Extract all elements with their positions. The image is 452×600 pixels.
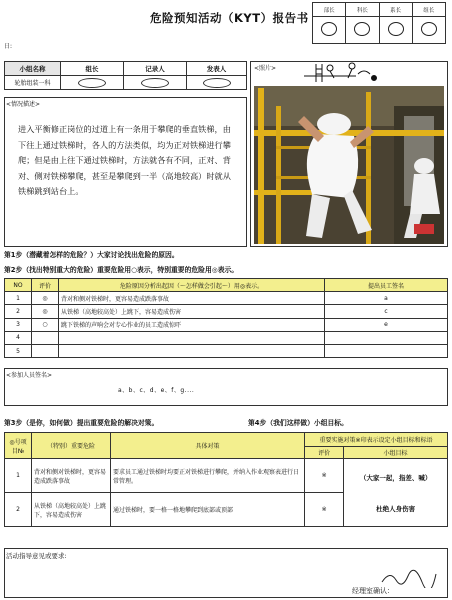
- date-label: 日:: [4, 43, 13, 50]
- row-mark: [32, 331, 59, 344]
- row-sign: c: [325, 305, 448, 318]
- row-no: 1: [5, 459, 32, 493]
- approval-stamp-circle: [321, 22, 337, 36]
- countermeasure-table: [4, 432, 448, 527]
- signature-scribble-icon: [380, 568, 440, 588]
- row-text: [59, 344, 325, 357]
- recorder-header: 记录人: [124, 62, 187, 76]
- row-no: 5: [5, 344, 32, 357]
- row-eval: ※: [305, 493, 344, 527]
- table-row: [5, 344, 448, 357]
- leader-stamp-oval: [78, 78, 106, 88]
- row-no: 2: [5, 493, 32, 527]
- row-no: 2: [5, 305, 32, 318]
- row-no: 1: [5, 292, 32, 305]
- row-no: 3: [5, 318, 32, 331]
- group-name-header: 小组名称: [5, 62, 61, 76]
- step4-text: 第4步（我们这样做）小组目标。: [248, 419, 348, 427]
- row-risk: 从铁梯（高地较高处）上跳下，容易造成伤害: [32, 493, 111, 527]
- table-row: [5, 459, 448, 493]
- participants-box: [4, 368, 448, 406]
- t1-sign-header: 提出员工签名: [325, 279, 448, 292]
- step3-text: 第3步（是你，如何做）提出重要危险的解决对策。: [4, 419, 159, 427]
- risk-analysis-table: [4, 278, 448, 358]
- participants-names: a、b、c、d、e、f、g....: [118, 387, 195, 394]
- worker-ladder-photo: [254, 86, 444, 244]
- slogan-text: （大家一起，指差、喊）: [359, 473, 432, 482]
- t2-risk-header: （特别）重要危险: [32, 433, 111, 459]
- row-sign: e: [325, 318, 448, 331]
- row-measure: 通过铁梯时，要一格一格地攀爬到底部或顶部: [111, 493, 305, 527]
- approval-stamp-circle: [421, 22, 437, 36]
- t1-eval-header: 评价: [32, 279, 59, 292]
- row-mark: ○: [32, 318, 59, 331]
- photo-label: <照片>: [254, 65, 277, 72]
- table-row: [5, 305, 448, 318]
- presenter-stamp-oval: [203, 78, 231, 88]
- leader-header: 组长: [61, 62, 124, 76]
- situation-label: <情况描述>: [6, 101, 41, 108]
- approval-stamp-circle: [354, 22, 370, 36]
- row-mark: [32, 344, 59, 357]
- step2-text: 第2步（找出特别重大的危险）重要危险用○表示，特别重要的危险用◎表示。: [4, 266, 239, 274]
- row-mark: ◎: [32, 305, 59, 318]
- group-name-value: 轮胎组装一科: [5, 76, 61, 90]
- row-measure: 要求员工通过铁梯时均要正对铁梯进行攀爬，并纳入作业观察表进行日常管理。: [111, 459, 305, 493]
- row-text: 从铁梯（高地较高处）上跳下，容易造成伤害: [59, 305, 325, 318]
- row-mark: ◎: [32, 292, 59, 305]
- row-sign: [325, 331, 448, 344]
- step1-text: 第1步（潜藏着怎样的危险？）大家讨论找出危险的原因。: [4, 251, 179, 259]
- guidance-label: 活动指导意见或要求:: [6, 552, 67, 560]
- report-title: 危险预知活动（KYT）报告书: [150, 11, 309, 25]
- approval-role-ke: 科长: [346, 3, 379, 17]
- row-no: 4: [5, 331, 32, 344]
- table-row: [5, 331, 448, 344]
- table-row: [5, 292, 448, 305]
- table-row: [5, 318, 448, 331]
- row-sign: [325, 344, 448, 357]
- row-eval: ※: [305, 459, 344, 493]
- row-text: [59, 331, 325, 344]
- approval-role-xi: 系长: [379, 3, 412, 17]
- group-goal-cell: [344, 459, 448, 527]
- participants-label: <参加人员签名>: [6, 372, 53, 379]
- row-text: 背对和侧对铁梯时，更容易造成跌落事故: [59, 292, 325, 305]
- manager-confirm-label: 经理室确认：: [352, 587, 394, 595]
- situation-description: 进入平衡修正岗位的过道上有一条用于攀爬的垂直铁梯，由下往上通过铁梯时，各人的方法类似，均为正对铁梯进行攀爬；但是由上往下通过铁梯时，方法就各有不同，正对、背对、侧对铁梯攀爬，甚至是攀爬到一半（高地较高）时就从铁梯跳到站台上。: [18, 124, 231, 196]
- row-risk: 背对和侧对铁梯时，更容易造成跌落事故: [32, 459, 111, 493]
- row-sign: a: [325, 292, 448, 305]
- t2-no-header: ◎号项目№: [5, 433, 32, 459]
- presenter-header: 发表人: [187, 62, 247, 76]
- t2-measure-header: 具体对策: [111, 433, 305, 459]
- approval-stamp-table: [312, 2, 446, 44]
- t2-eval-header: 评价: [305, 447, 344, 459]
- approval-role-zu: 组长: [412, 3, 445, 17]
- recorder-stamp-oval: [141, 78, 169, 88]
- t1-cause-header: 危险原因分析出起因（～怎样做会引起～）用◎表示。: [59, 279, 325, 292]
- row-text: 跳下铁梯的声响会对专心作业的员工造成惊吓: [59, 318, 325, 331]
- ladder-sketch-icon: [296, 60, 386, 84]
- group-info-table: [4, 61, 247, 90]
- t2-goal-header: 小组目标: [344, 447, 448, 459]
- approval-stamp-circle: [388, 22, 404, 36]
- t1-no-header: NO: [5, 279, 32, 292]
- t2-mark-header: 重要实施对策※印表示设定小组目标和标语: [305, 433, 448, 447]
- group-goal-text: 杜绝人身伤害: [376, 504, 416, 513]
- approval-role-bu: 部长: [313, 3, 346, 17]
